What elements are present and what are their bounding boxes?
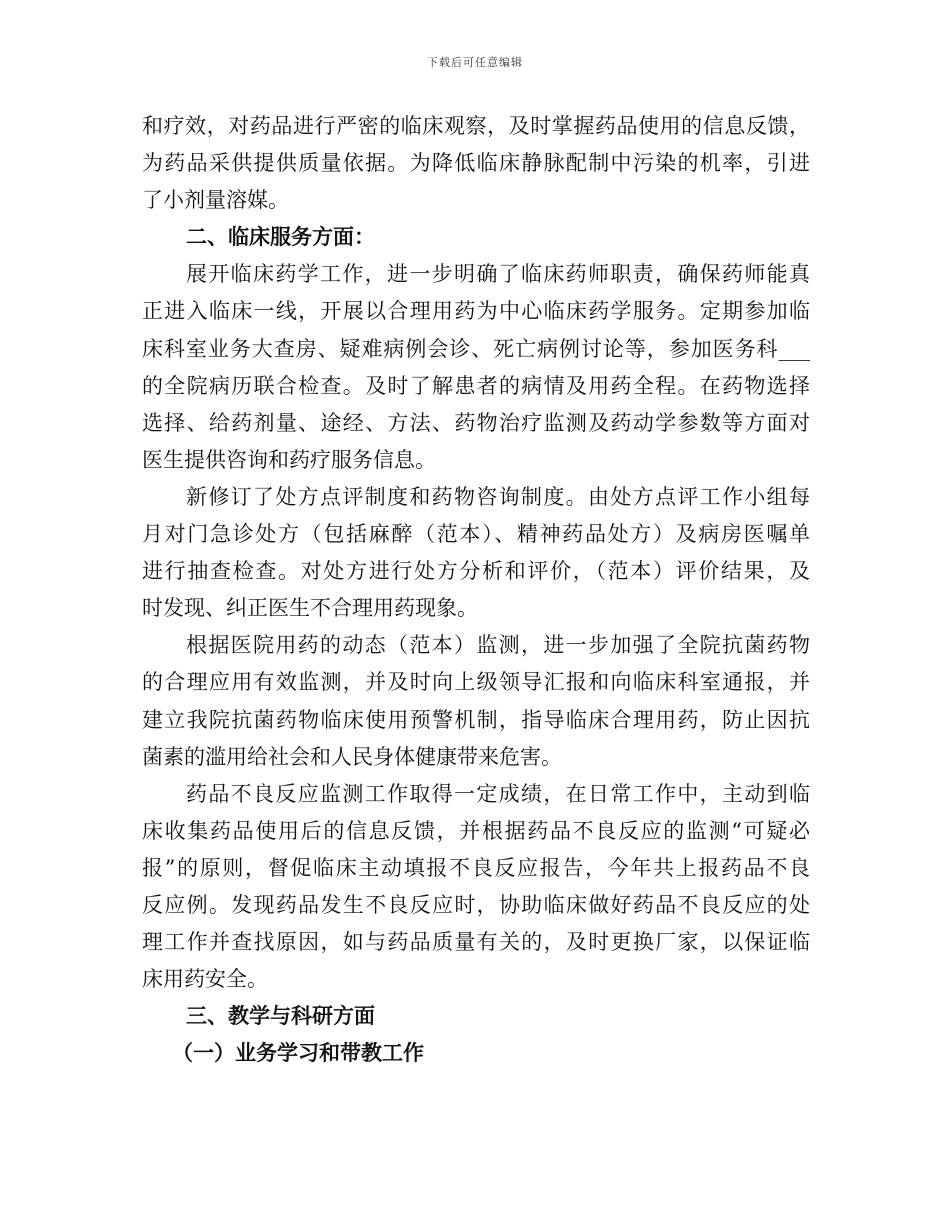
paragraph — [142, 776, 810, 999]
section-heading — [142, 219, 810, 256]
page-header: 下载后可任意编辑 — [427, 56, 523, 69]
text-line: 床用药安全。 — [142, 967, 268, 992]
text-line: 和疗效，对药品进行严密的临床观察，及时掌握药品使用的信息反馈， — [142, 114, 810, 138]
heading-text: 三、教学与科研方面 — [186, 1004, 375, 1029]
text-line: 的全院病历联合检查。及时了解患者的病情及用药全程。在药物选择 — [142, 373, 810, 398]
text-line: 报”的原则，督促临床主动填报不良反应报告，今年共上报药品不良 — [142, 855, 810, 880]
text-line: 为药品采供提供质量依据。为降低临床静脉配制中污染的机率，引进 — [142, 151, 810, 176]
paragraph — [142, 627, 810, 775]
text-line: 选择、给药剂量、途经、方法、药物治疗监测及药动学参数等方面对 — [142, 410, 810, 435]
text-line: 月对门急诊处方（包括麻醉（范本）、精神药品处方）及病房医嘱单 — [142, 522, 810, 547]
text-line: 正进入临床一线，开展以合理用药为中心临床药学服务。定期参加临 — [142, 299, 810, 324]
text-line: 菌素的滥用给社会和人民身体健康带来危害。 — [142, 744, 562, 769]
paragraph — [142, 479, 810, 627]
text-line: 进行抽查检查。对处方进行处方分析和评价，（范本）评价结果，及 — [142, 559, 810, 584]
document-body — [142, 108, 810, 1072]
paragraph — [142, 256, 810, 479]
text-line: 了小剂量溶媒。 — [142, 188, 289, 213]
text-line: 床科室业务大查房、疑难病例会诊、死亡病例讨论等，参加医务科___ — [142, 336, 810, 361]
text-line: 展开临床药学工作，进一步明确了临床药师职责，确保药师能真 — [186, 262, 810, 287]
section-heading — [142, 1035, 810, 1072]
heading-text: 二、临床服务方面： — [186, 225, 375, 250]
text-line: 时发现、纠正医生不合理用药现象。 — [142, 596, 478, 621]
heading-text: （一）业务学习和带教工作 — [172, 1041, 424, 1066]
text-line: 理工作并查找原因，如与药品质量有关的，及时更换厂家，以保证临 — [142, 930, 810, 955]
text-line: 建立我院抗菌药物临床使用预警机制，指导临床合理用药，防止因抗 — [142, 707, 810, 732]
paragraph — [142, 108, 810, 219]
text-line: 根据医院用药的动态（范本）监测，进一步加强了全院抗菌药物 — [186, 633, 810, 658]
text-line: 反应例。发现药品发生不良反应时，协助临床做好药品不良反应的处 — [142, 892, 810, 917]
section-heading — [142, 998, 810, 1035]
text-line: 医生提供咨询和药疗服务信息。 — [142, 447, 436, 472]
text-line: 床收集药品使用后的信息反馈，并根据药品不良反应的监测“可疑必 — [142, 818, 810, 843]
text-line: 药品不良反应监测工作取得一定成绩，在日常工作中，主动到临 — [186, 781, 810, 806]
text-line: 的合理应用有效监测，并及时向上级领导汇报和向临床科室通报，并 — [142, 670, 810, 695]
text-line: 新修订了处方点评制度和药物咨询制度。由处方点评工作小组每 — [186, 484, 810, 509]
